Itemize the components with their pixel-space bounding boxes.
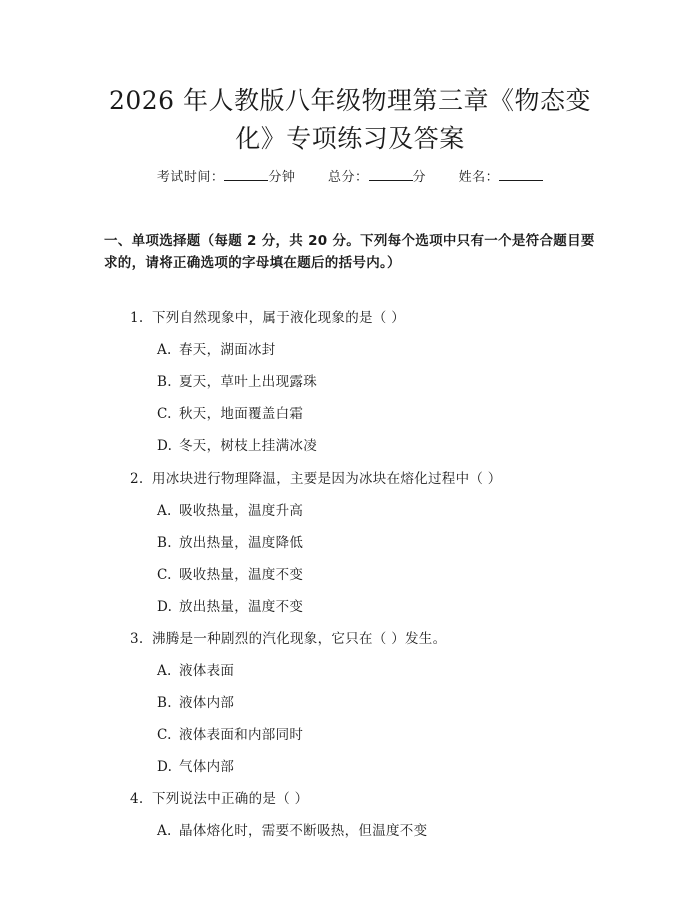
q2-option-d	[157, 597, 303, 617]
option-letter: C.	[157, 406, 172, 422]
q2-option-c	[157, 565, 303, 585]
option-text: 秋天，地面覆盖白霜	[179, 406, 304, 422]
question-4	[130, 789, 308, 809]
option-text: 吸收热量，温度升高	[179, 503, 304, 519]
total-score-label: 总分：	[327, 170, 369, 185]
option-letter: D.	[157, 599, 173, 615]
exam-time-blank	[224, 168, 268, 181]
option-letter: B.	[157, 535, 172, 551]
q1-option-b	[157, 372, 317, 392]
document-title	[0, 82, 700, 158]
q1-option-a	[157, 340, 276, 360]
question-text: 用冰块进行物理降温，主要是因为冰块在熔化过程中（ ）	[152, 471, 502, 487]
option-letter: C.	[157, 727, 172, 743]
name-blank	[499, 168, 543, 181]
total-score-blank	[369, 168, 413, 181]
q3-option-d	[157, 757, 234, 777]
option-text: 夏天，草叶上出现露珠	[179, 374, 317, 390]
total-score-field	[328, 170, 426, 185]
name-label: 姓名：	[458, 170, 500, 185]
option-text: 气体内部	[179, 759, 235, 775]
option-letter: A.	[157, 663, 172, 679]
question-text: 沸腾是一种剧烈的汽化现象，它只在（ ）发生。	[152, 631, 447, 647]
question-number: 2.	[130, 471, 144, 487]
option-text: 春天，湖面冰封	[179, 342, 276, 358]
option-text: 晶体熔化时，需要不断吸热，但温度不变	[179, 823, 428, 839]
option-letter: D.	[157, 438, 173, 454]
option-letter: D.	[157, 759, 173, 775]
exam-time-unit: 分钟	[268, 170, 296, 185]
question-number: 4.	[130, 791, 144, 807]
title-line-2: 化》专项练习及答案	[235, 124, 465, 153]
option-text: 液体表面和内部同时	[179, 727, 304, 743]
q2-option-b	[157, 533, 303, 553]
option-letter: A.	[157, 823, 172, 839]
name-field	[459, 170, 544, 185]
question-2	[130, 469, 502, 489]
q4-option-a	[157, 821, 427, 841]
exam-time-label: 考试时间：	[156, 170, 225, 185]
question-number: 1.	[130, 310, 144, 326]
total-score-unit: 分	[412, 170, 427, 185]
option-letter: A.	[157, 503, 172, 519]
question-1	[130, 308, 405, 328]
q3-option-c	[157, 725, 303, 745]
q2-option-a	[157, 501, 303, 521]
question-text: 下列说法中正确的是（ ）	[152, 791, 309, 807]
option-text: 冬天，树枝上挂满冰凌	[179, 438, 317, 454]
option-letter: C.	[157, 567, 172, 583]
option-text: 吸收热量，温度不变	[179, 567, 304, 583]
q3-option-a	[157, 661, 234, 681]
section-1-instructions: 一、单项选择题（每题 2 分，共 20 分。下列每个选项中只有一个是符合题目要求的，请将正确选项的字母填在题后的括号内。）	[104, 233, 595, 271]
q1-option-d	[157, 436, 317, 456]
q1-option-c	[157, 404, 303, 424]
q3-option-b	[157, 693, 234, 713]
option-text: 液体表面	[179, 663, 235, 679]
question-number: 3.	[130, 631, 144, 647]
option-letter: B.	[157, 374, 172, 390]
exam-time-field	[157, 170, 296, 185]
question-text: 下列自然现象中，属于液化现象的是（ ）	[152, 310, 405, 326]
option-text: 放出热量，温度不变	[179, 599, 304, 615]
option-text: 液体内部	[179, 695, 235, 711]
exam-info	[0, 168, 700, 188]
option-text: 放出热量，温度降低	[179, 535, 304, 551]
option-letter: A.	[157, 342, 172, 358]
option-letter: B.	[157, 695, 172, 711]
question-3	[130, 629, 446, 649]
title-line-1: 2026 年人教版八年级物理第三章《物态变	[108, 86, 592, 115]
